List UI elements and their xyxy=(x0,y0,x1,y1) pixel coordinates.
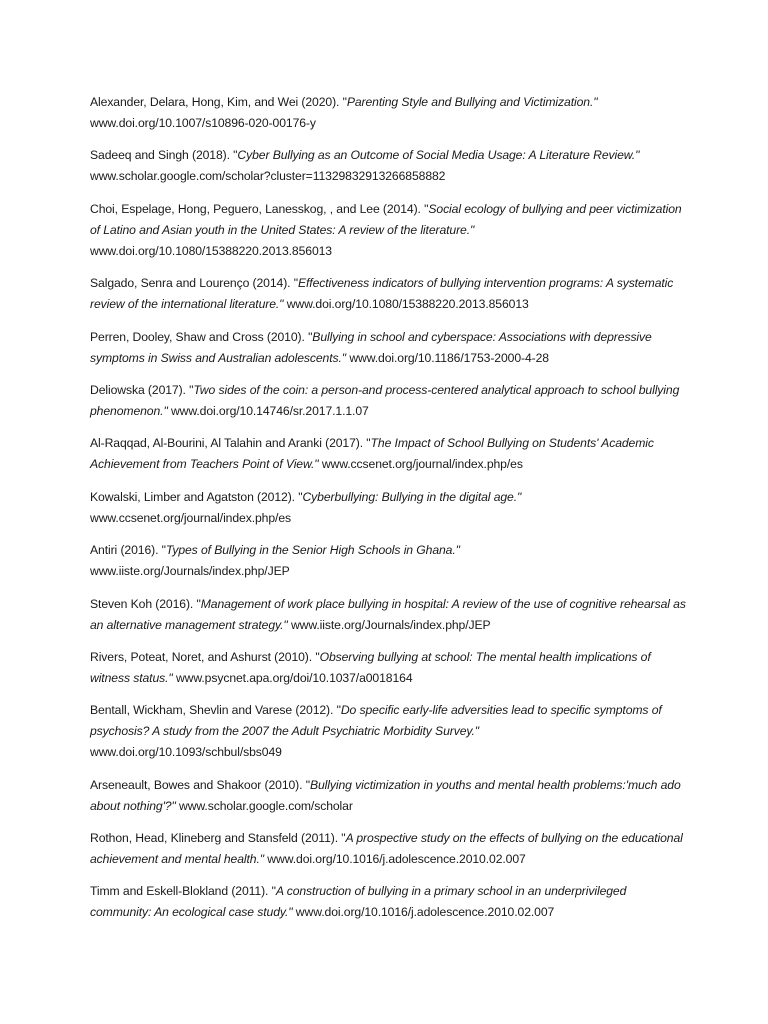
reference-item xyxy=(90,647,690,689)
reference-item xyxy=(90,273,690,315)
reference-authors: Salgado, Senra and Lourenço (2014). " xyxy=(90,276,298,291)
reference-link[interactable]: www.doi.org/10.14746/sr.2017.1.1.07 xyxy=(170,403,369,418)
reference-authors: Rivers, Poteat, Noret, and Ashurst (2010). " xyxy=(90,649,320,664)
reference-authors: Steven Koh (2016). " xyxy=(90,596,201,611)
reference-authors: Bentall, Wickham, Shevlin and Varese (2012). " xyxy=(90,703,341,718)
reference-title: The Impact of School Bullying on Students' Academic Achievement from Teachers Point of View." xyxy=(90,436,654,472)
reference-title: Do specific early-life adversities lead to specific symptoms of psychosis? A study from the 2007 the Adult Psychiatric Morbidity Survey." xyxy=(90,703,662,739)
reference-link[interactable]: www.doi.org/10.1080/15388220.2013.856013 xyxy=(90,243,332,258)
reference-authors: Kowalski, Limber and Agatston (2012). " xyxy=(90,489,303,504)
reference-title: A prospective study on the effects of bullying on the educational achievement and mental health." xyxy=(90,831,683,867)
reference-item xyxy=(90,433,690,475)
reference-item xyxy=(90,92,690,134)
reference-item xyxy=(90,145,690,187)
reference-title: Observing bullying at school: The mental health implications of witness status." xyxy=(90,649,651,685)
reference-link[interactable]: www.iiste.org/Journals/index.php/JEP xyxy=(290,617,491,632)
reference-item xyxy=(90,380,690,422)
reference-authors: Antiri (2016). " xyxy=(90,543,166,558)
reference-link[interactable]: www.ccsenet.org/journal/index.php/es xyxy=(90,510,291,525)
reference-authors: Sadeeq and Singh (2018). " xyxy=(90,148,238,163)
reference-title: Cyber Bullying as an Outcome of Social Media Usage: A Literature Review." xyxy=(237,148,640,163)
reference-title: Types of Bullying in the Senior High Schools in Ghana." xyxy=(165,543,460,558)
reference-item xyxy=(90,199,690,262)
reference-link[interactable]: www.ccsenet.org/journal/index.php/es xyxy=(321,457,523,472)
reference-item xyxy=(90,700,690,763)
reference-link[interactable]: www.doi.org/10.1016/j.adolescence.2010.02.007 xyxy=(267,852,526,867)
reference-link[interactable]: www.doi.org/10.1080/15388220.2013.856013 xyxy=(286,297,529,312)
reference-authors: Al-Raqqad, Al-Bourini, Al Talahin and Aranki (2017). " xyxy=(90,436,371,451)
reference-link[interactable]: www.scholar.google.com/scholar?cluster=11329832913266858882 xyxy=(90,169,446,184)
reference-title: Management of work place bullying in hospital: A review of the use of cognitive rehearsal as an alternative management strategy." xyxy=(90,596,686,632)
reference-title: A construction of bullying in a primary school in an underprivileged community: An ecological case study." xyxy=(90,884,627,920)
reference-title: Cyberbullying: Bullying in the digital age." xyxy=(302,489,522,504)
reference-item xyxy=(90,828,690,870)
reference-title: Social ecology of bullying and peer victimization of Latino and Asian youth in the United States: A review of the literature." xyxy=(90,201,682,237)
reference-item xyxy=(90,775,690,817)
reference-title: Bullying in school and cyberspace: Associations with depressive symptoms in Swiss and Australian adolescents." xyxy=(90,329,652,365)
reference-item xyxy=(90,540,690,582)
reference-link[interactable]: www.scholar.google.com/scholar xyxy=(179,798,353,813)
reference-link[interactable]: www.doi.org/10.1007/s10896-020-00176-y xyxy=(90,116,316,130)
reference-link[interactable]: www.doi.org/10.1186/1753-2000-4-28 xyxy=(349,350,549,365)
reference-item xyxy=(90,487,690,529)
reference-title: Bullying victimization in youths and mental health problems:'much ado about nothing'?" xyxy=(90,777,681,813)
reference-link[interactable]: www.doi.org/10.1093/schbul/sbs049 xyxy=(90,745,282,760)
reference-authors: Timm and Eskell-Blokland (2011). " xyxy=(90,884,276,899)
reference-title: Parenting Style and Bullying and Victimization." xyxy=(346,95,598,109)
reference-link[interactable]: www.psycnet.apa.org/doi/10.1037/a0018164 xyxy=(175,670,413,685)
reference-item xyxy=(90,327,690,369)
reference-authors: Alexander, Delara, Hong, Kim, and Wei (2020). " xyxy=(90,95,347,109)
reference-item xyxy=(90,594,690,636)
reference-item xyxy=(90,881,690,923)
reference-title: Effectiveness indicators of bullying intervention programs: A systematic review of the international literature." xyxy=(90,276,674,312)
reference-title: Two sides of the coin: a person-and process-centered analytical approach to school bullying phenomenon." xyxy=(90,382,680,418)
reference-authors: Choi, Espelage, Hong, Peguero, Lanesskog, , and Lee (2014). " xyxy=(90,201,429,216)
reference-authors: Arseneault, Bowes and Shakoor (2010). " xyxy=(90,777,310,792)
reference-link[interactable]: www.iiste.org/Journals/index.php/JEP xyxy=(90,564,290,579)
reference-authors: Rothon, Head, Klineberg and Stansfeld (2011). " xyxy=(90,831,346,846)
reference-authors: Deliowska (2017). " xyxy=(90,382,194,397)
reference-link[interactable]: www.doi.org/10.1016/j.adolescence.2010.02.007 xyxy=(295,905,555,920)
reference-list xyxy=(90,92,690,935)
reference-authors: Perren, Dooley, Shaw and Cross (2010). " xyxy=(90,329,313,344)
